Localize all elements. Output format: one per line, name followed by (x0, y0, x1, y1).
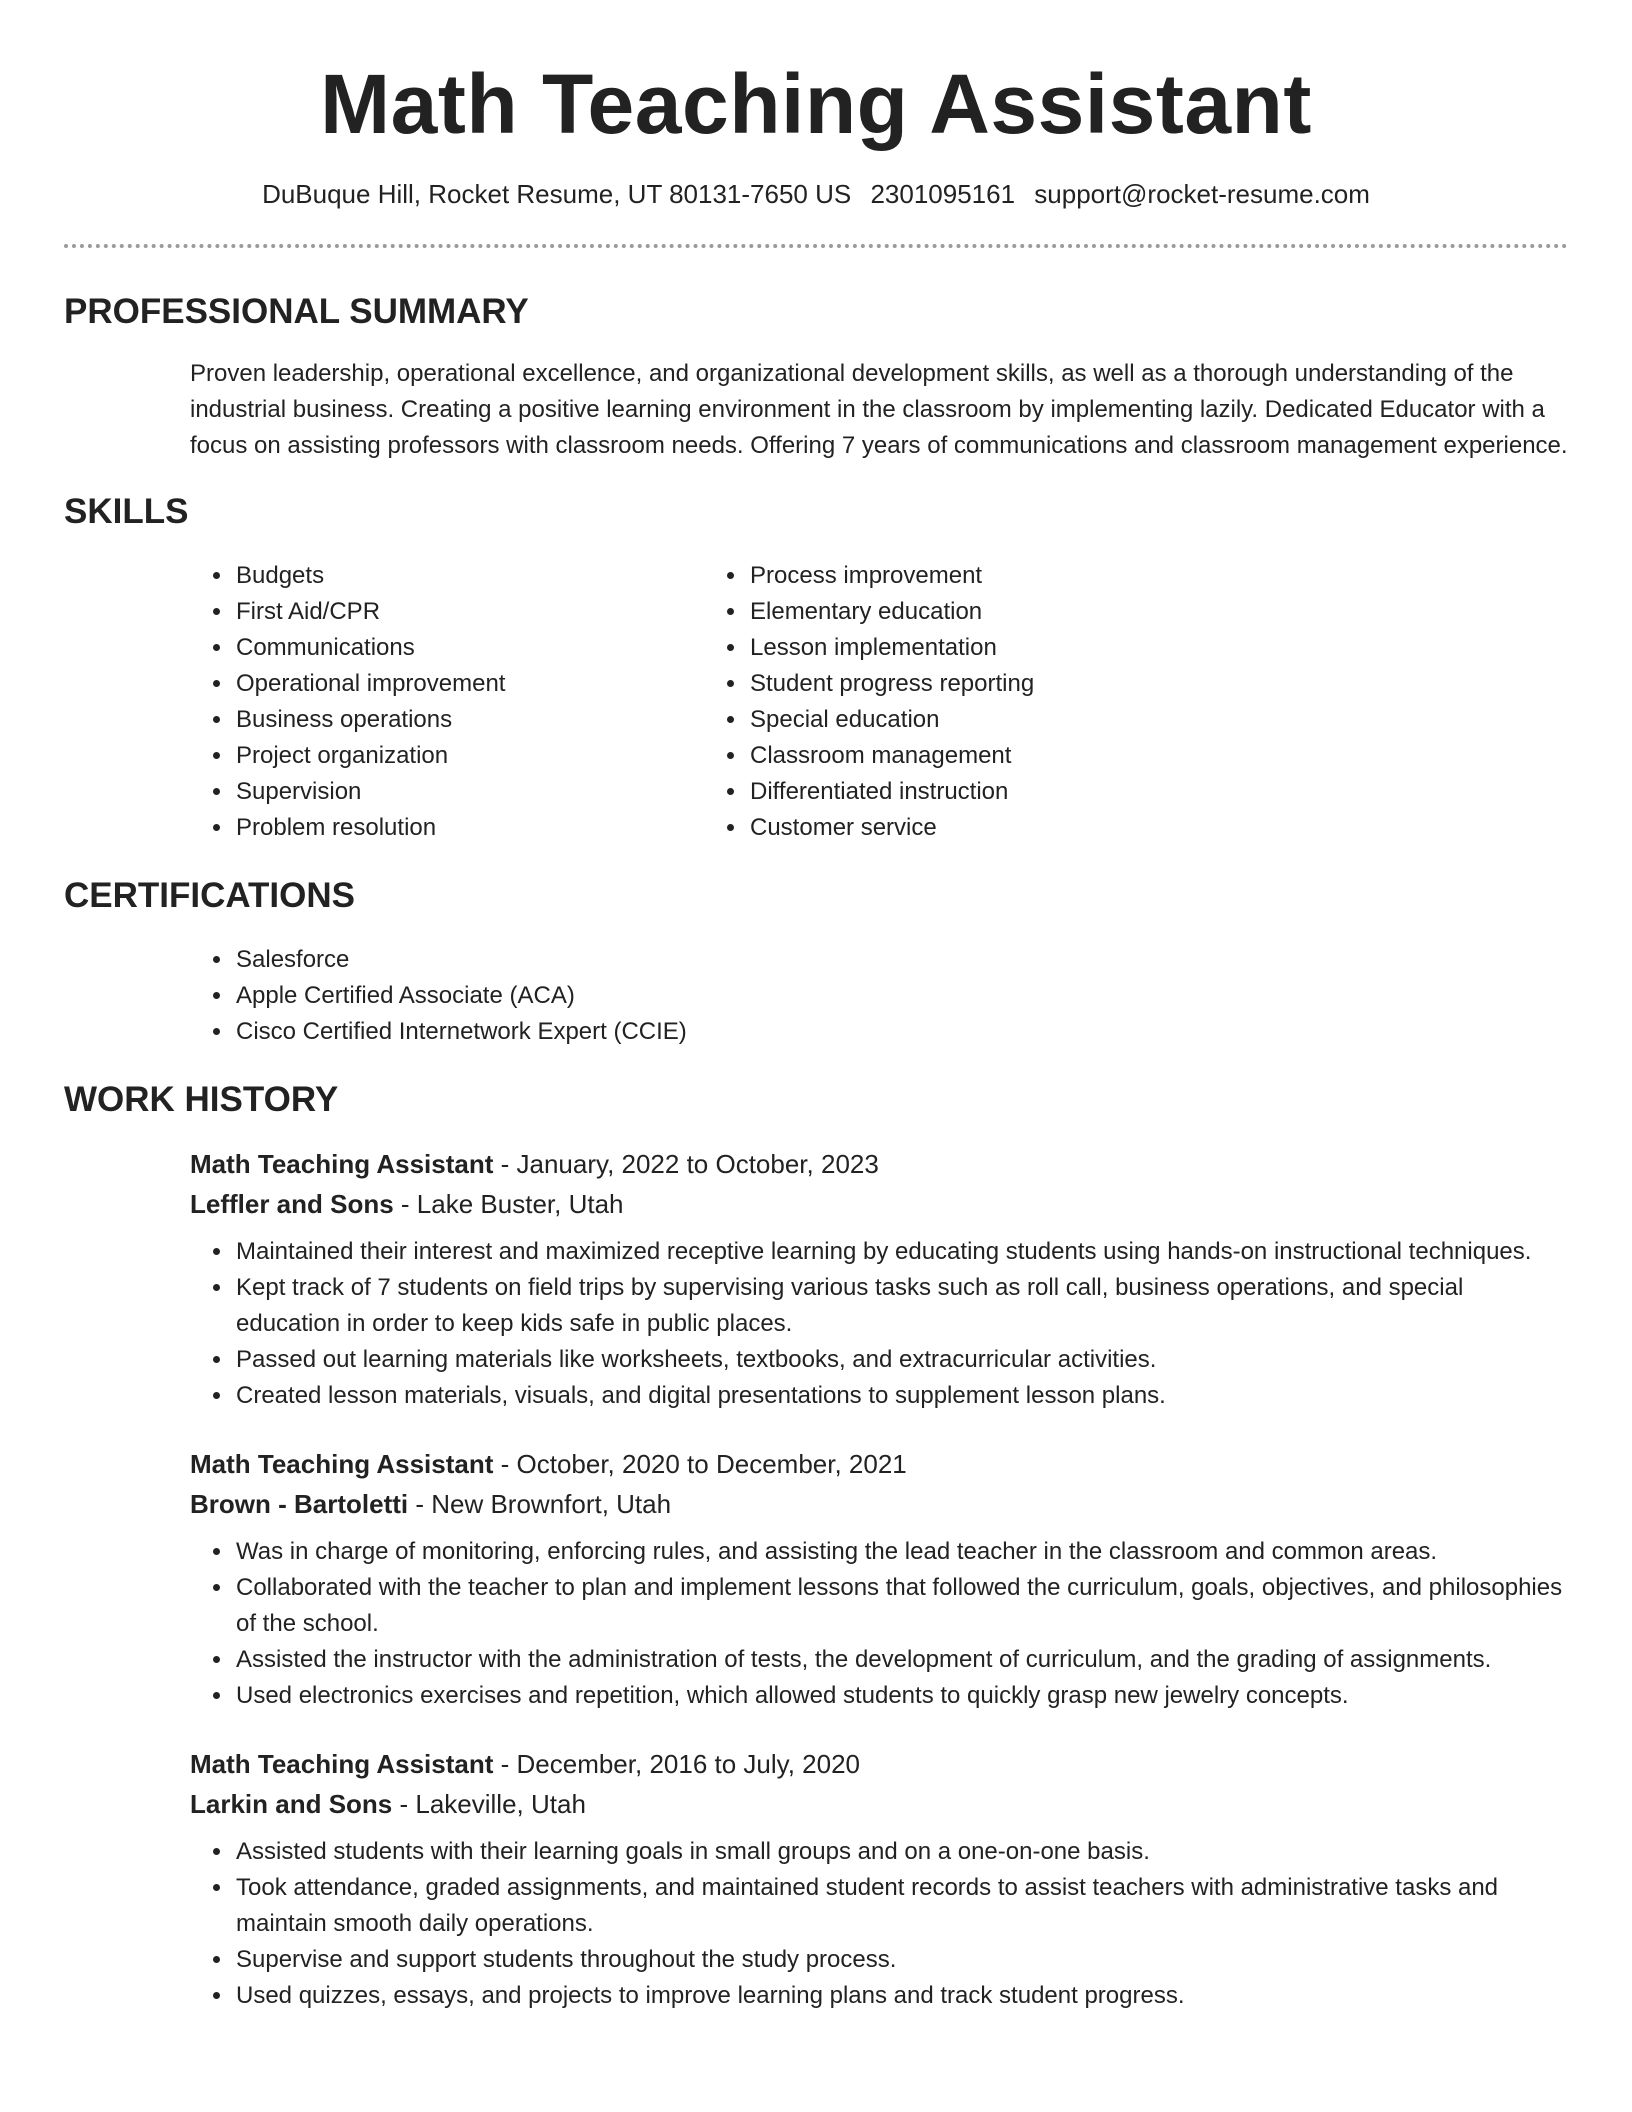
list-item: • Special education (748, 702, 1424, 738)
skills-list-right (744, 558, 1424, 846)
list-item: • Communications (234, 630, 744, 666)
list-item: • Maintained their interest and maximized receptive learning by educating students using hands-on instructional techniques. (234, 1234, 1568, 1270)
skills-section (64, 490, 1568, 846)
job-role: Math Teaching Assistant (190, 1449, 494, 1479)
job-entry (64, 1144, 1568, 1414)
list-item: • Customer service (748, 810, 1424, 846)
summary-section (64, 290, 1568, 464)
contact-phone: 2301095161 (870, 179, 1016, 209)
list-item: • Classroom management (748, 738, 1424, 774)
job-role: Math Teaching Assistant (190, 1749, 494, 1779)
certifications-list (64, 942, 1568, 1050)
list-item: • Apple Certified Associate (ACA) (234, 978, 1568, 1014)
contact-line (64, 178, 1568, 210)
list-item: • Business operations (234, 702, 744, 738)
job-dates: - October, 2020 to December, 2021 (493, 1449, 907, 1479)
job-company-line (64, 1484, 1568, 1524)
header-divider (64, 244, 1568, 248)
job-title-line (64, 1144, 1568, 1184)
contact-email: support@rocket-resume.com (1034, 179, 1370, 209)
job-entry (64, 1744, 1568, 2014)
list-item: • Process improvement (748, 558, 1424, 594)
job-bullets (64, 1234, 1568, 1414)
list-item: • Assisted students with their learning goals in small groups and on a one-on-one basis. (234, 1834, 1568, 1870)
job-company: Brown - Bartoletti (190, 1489, 409, 1519)
skills-column-right (744, 558, 1424, 846)
list-item: • Project organization (234, 738, 744, 774)
job-company-line (64, 1184, 1568, 1224)
resume-page (64, 0, 1568, 2014)
job-dates: - January, 2022 to October, 2023 (493, 1149, 879, 1179)
job-location: - New Brownfort, Utah (408, 1489, 672, 1519)
job-company: Leffler and Sons (190, 1189, 394, 1219)
skills-column-left (64, 558, 744, 846)
list-item: • Problem resolution (234, 810, 744, 846)
list-item: • Cisco Certified Internetwork Expert (CCIE) (234, 1014, 1568, 1050)
list-item: • Elementary education (748, 594, 1424, 630)
certifications-section (64, 874, 1568, 1050)
list-item: • Used quizzes, essays, and projects to improve learning plans and track student progress. (234, 1978, 1568, 2014)
work-history-section (64, 1078, 1568, 2014)
skills-list-left (64, 558, 744, 846)
list-item: • First Aid/CPR (234, 594, 744, 630)
job-role: Math Teaching Assistant (190, 1149, 494, 1179)
job-location: - Lake Buster, Utah (393, 1189, 624, 1219)
list-item: • Created lesson materials, visuals, and digital presentations to supplement lesson plans. (234, 1378, 1568, 1414)
job-dates: - December, 2016 to July, 2020 (493, 1749, 861, 1779)
list-item: • Budgets (234, 558, 744, 594)
work-history-heading: WORK HISTORY (64, 1080, 339, 1119)
contact-address: DuBuque Hill, Rocket Resume, UT 80131-7650 US (262, 179, 852, 209)
job-entry (64, 1444, 1568, 1714)
list-item: • Differentiated instruction (748, 774, 1424, 810)
list-item: • Assisted the instructor with the administration of tests, the development of curriculum, and the grading of assignments. (234, 1642, 1568, 1678)
skills-heading: SKILLS (64, 492, 189, 531)
list-item: • Kept track of 7 students on field trips by supervising various tasks such as roll call, business operations, and special education in order to keep kids safe in public places. (234, 1270, 1568, 1342)
list-item: • Supervise and support students throughout the study process. (234, 1942, 1568, 1978)
list-item: • Supervision (234, 774, 744, 810)
resume-name: Math Teaching Assistant (320, 57, 1312, 151)
job-company-line (64, 1784, 1568, 1824)
list-item: • Lesson implementation (748, 630, 1424, 666)
certifications-heading: CERTIFICATIONS (64, 876, 356, 915)
skills-columns (64, 558, 1568, 846)
job-location: - Lakeville, Utah (392, 1789, 586, 1819)
job-company: Larkin and Sons (190, 1789, 393, 1819)
job-bullets (64, 1534, 1568, 1714)
list-item: • Was in charge of monitoring, enforcing rules, and assisting the lead teacher in the classroom and common areas. (234, 1534, 1568, 1570)
list-item: • Salesforce (234, 942, 1568, 978)
list-item: • Collaborated with the teacher to plan and implement lessons that followed the curriculum, goals, objectives, and philosophies of the school. (234, 1570, 1568, 1642)
job-title-line (64, 1744, 1568, 1784)
list-item: • Operational improvement (234, 666, 744, 702)
job-title-line (64, 1444, 1568, 1484)
summary-heading: PROFESSIONAL SUMMARY (64, 292, 529, 331)
list-item: • Used electronics exercises and repetition, which allowed students to quickly grasp new jewelry concepts. (234, 1678, 1568, 1714)
summary-text: Proven leadership, operational excellence, and organizational development skills, as well as a thorough understanding of the industrial business. Creating a positive learning environment in the classroom by implementing lazily. Dedicated Educator with a focus on assisting professors with classroom needs. Offering 7 years of communications and classroom management experience. (190, 360, 1568, 459)
list-item: • Passed out learning materials like worksheets, textbooks, and extracurricular activities. (234, 1342, 1568, 1378)
job-bullets (64, 1834, 1568, 2014)
list-item: • Took attendance, graded assignments, and maintained student records to assist teachers with administrative tasks and maintain smooth daily operations. (234, 1870, 1568, 1942)
list-item: • Student progress reporting (748, 666, 1424, 702)
